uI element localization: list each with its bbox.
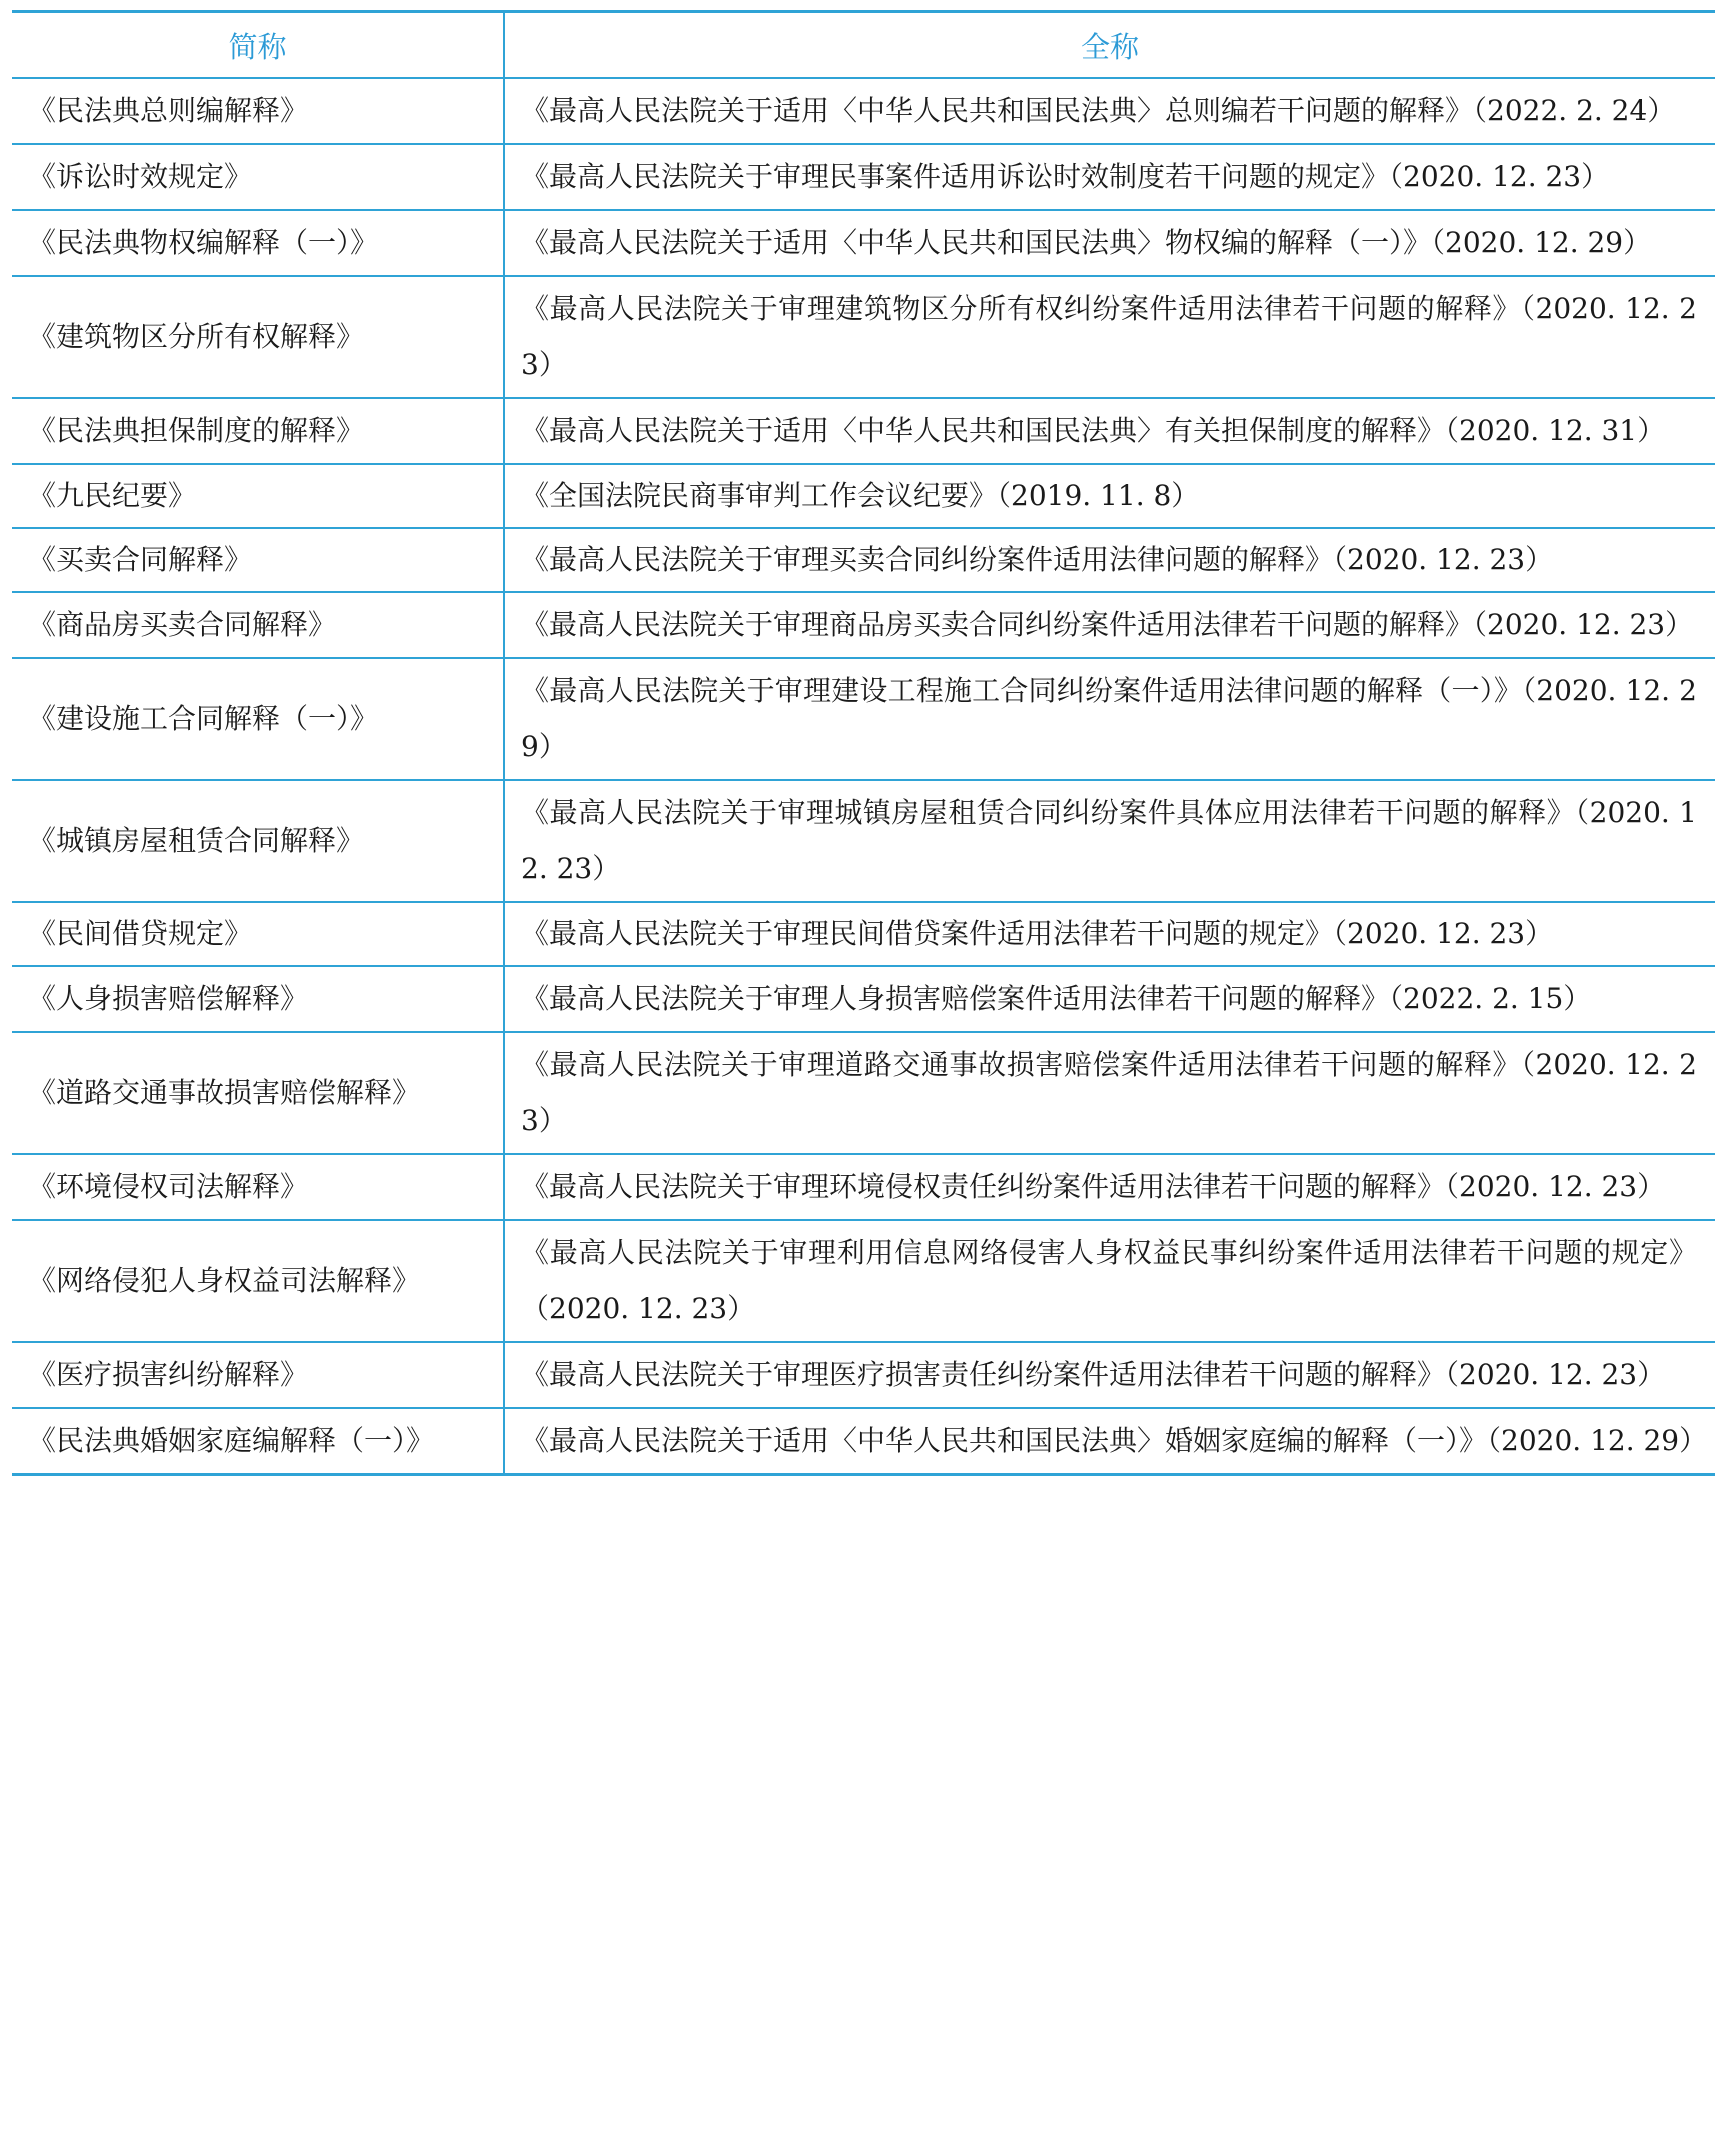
short-name-cell: 《商品房买卖合同解释》 [12, 592, 504, 658]
short-name-cell: 《民法典婚姻家庭编解释（一）》 [12, 1408, 504, 1475]
table-row [12, 592, 1715, 658]
column-header-full: 全称 [504, 12, 1715, 79]
table-row [12, 966, 1715, 1032]
abbreviation-table-container [12, 10, 1715, 1476]
full-name-cell: 《最高人民法院关于审理利用信息网络侵害人身权益民事纠纷案件适用法律若干问题的规定》（2020. 12. 23） [504, 1220, 1715, 1342]
short-name-cell: 《诉讼时效规定》 [12, 144, 504, 210]
short-name-cell: 《建设施工合同解释（一）》 [12, 658, 504, 780]
table-row [12, 658, 1715, 780]
full-name-cell: 《最高人民法院关于审理环境侵权责任纠纷案件适用法律若干问题的解释》（2020. 12. 23） [504, 1154, 1715, 1220]
table-row [12, 398, 1715, 464]
table-row [12, 528, 1715, 592]
short-name-cell: 《民间借贷规定》 [12, 902, 504, 966]
full-name-cell: 《最高人民法院关于审理买卖合同纠纷案件适用法律问题的解释》（2020. 12. 23） [504, 528, 1715, 592]
full-name-cell: 《最高人民法院关于适用〈中华人民共和国民法典〉物权编的解释（一）》（2020. 12. 29） [504, 210, 1715, 276]
table-row [12, 1342, 1715, 1408]
table-row [12, 144, 1715, 210]
table-row [12, 464, 1715, 528]
column-header-short: 简称 [12, 12, 504, 79]
short-name-cell: 《道路交通事故损害赔偿解释》 [12, 1032, 504, 1154]
full-name-cell: 《最高人民法院关于适用〈中华人民共和国民法典〉有关担保制度的解释》（2020. 12. 31） [504, 398, 1715, 464]
table-row [12, 902, 1715, 966]
full-name-cell: 《最高人民法院关于审理道路交通事故损害赔偿案件适用法律若干问题的解释》（2020. 12. 23） [504, 1032, 1715, 1154]
table-row [12, 1032, 1715, 1154]
full-name-cell: 《最高人民法院关于审理建筑物区分所有权纠纷案件适用法律若干问题的解释》（2020. 12. 23） [504, 276, 1715, 398]
short-name-cell: 《医疗损害纠纷解释》 [12, 1342, 504, 1408]
short-name-cell: 《网络侵犯人身权益司法解释》 [12, 1220, 504, 1342]
full-name-cell: 《最高人民法院关于审理民事案件适用诉讼时效制度若干问题的规定》（2020. 12. 23） [504, 144, 1715, 210]
table-row [12, 78, 1715, 144]
table-row [12, 1408, 1715, 1475]
full-name-cell: 《最高人民法院关于适用〈中华人民共和国民法典〉总则编若干问题的解释》（2022. 2. 24） [504, 78, 1715, 144]
full-name-cell: 《全国法院民商事审判工作会议纪要》（2019. 11. 8） [504, 464, 1715, 528]
short-name-cell: 《人身损害赔偿解释》 [12, 966, 504, 1032]
abbreviation-table [12, 10, 1715, 1476]
full-name-cell: 《最高人民法院关于审理建设工程施工合同纠纷案件适用法律问题的解释（一）》（2020. 12. 29） [504, 658, 1715, 780]
table-row [12, 780, 1715, 902]
table-row [12, 276, 1715, 398]
short-name-cell: 《民法典物权编解释（一）》 [12, 210, 504, 276]
full-name-cell: 《最高人民法院关于审理医疗损害责任纠纷案件适用法律若干问题的解释》（2020. 12. 23） [504, 1342, 1715, 1408]
short-name-cell: 《买卖合同解释》 [12, 528, 504, 592]
table-row [12, 1220, 1715, 1342]
full-name-cell: 《最高人民法院关于审理民间借贷案件适用法律若干问题的规定》（2020. 12. 23） [504, 902, 1715, 966]
table-row [12, 210, 1715, 276]
table-body [12, 78, 1715, 1475]
short-name-cell: 《民法典担保制度的解释》 [12, 398, 504, 464]
short-name-cell: 《建筑物区分所有权解释》 [12, 276, 504, 398]
table-header-row [12, 12, 1715, 79]
short-name-cell: 《环境侵权司法解释》 [12, 1154, 504, 1220]
full-name-cell: 《最高人民法院关于审理城镇房屋租赁合同纠纷案件具体应用法律若干问题的解释》（2020. 12. 23） [504, 780, 1715, 902]
short-name-cell: 《民法典总则编解释》 [12, 78, 504, 144]
table-row [12, 1154, 1715, 1220]
full-name-cell: 《最高人民法院关于适用〈中华人民共和国民法典〉婚姻家庭编的解释（一）》（2020. 12. 29） [504, 1408, 1715, 1475]
full-name-cell: 《最高人民法院关于审理商品房买卖合同纠纷案件适用法律若干问题的解释》（2020. 12. 23） [504, 592, 1715, 658]
short-name-cell: 《城镇房屋租赁合同解释》 [12, 780, 504, 902]
full-name-cell: 《最高人民法院关于审理人身损害赔偿案件适用法律若干问题的解释》（2022. 2. 15） [504, 966, 1715, 1032]
short-name-cell: 《九民纪要》 [12, 464, 504, 528]
